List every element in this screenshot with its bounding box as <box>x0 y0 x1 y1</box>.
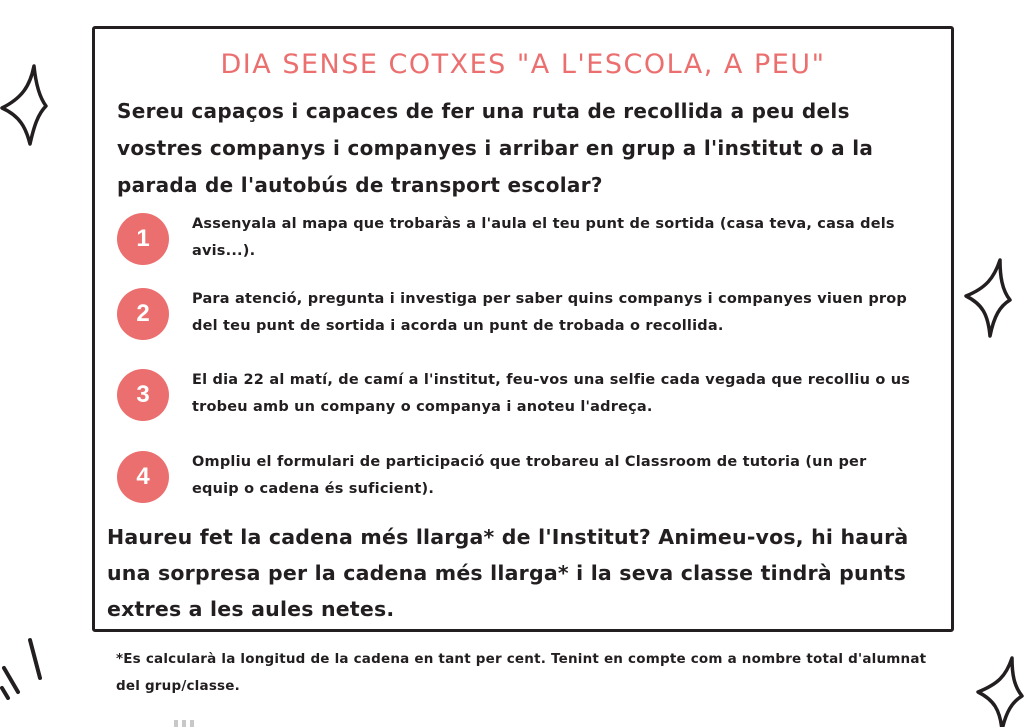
step-number-badge: 3 <box>117 369 169 421</box>
step-item <box>117 449 927 505</box>
sparkle-icon <box>0 62 48 146</box>
sparkle-icon <box>960 256 1012 340</box>
burst-lines-icon <box>0 630 48 700</box>
step-number-badge: 1 <box>117 213 169 265</box>
step-text: Assenyala al mapa que trobaràs a l'aula el teu punt de sortida (casa teva, casa dels avis...). <box>192 216 895 259</box>
content-card <box>92 26 954 632</box>
closing-text: Haureu fet la cadena més llarga* de l'Institut? Animeu-vos, hi haurà una sorpresa per la cadena més llarga* i la seva classe tindrà punts extres a les aules netes. <box>107 525 909 621</box>
step-text: El dia 22 al matí, de camí a l'institut, feu-vos una selfie cada vegada que recolliu o us trobeu amb un company o companya i anoteu l'adreça. <box>192 372 911 415</box>
footnote: *Es calcularà la longitud de la cadena en tant per cent. Tenint en compte com a nombre total d'alumnat del grup/classe. <box>116 651 927 694</box>
intro-text: Sereu capaços i capaces de fer una ruta de recollida a peu dels vostres companys i companyes i arribar en grup a l'institut o a la parada de l'autobús de transport escolar? <box>117 99 874 197</box>
step-number-badge: 4 <box>117 451 169 503</box>
sparkle-icon <box>972 654 1024 727</box>
step-text: Para atenció, pregunta i investiga per saber quins companys i companyes viuen prop del teu punt de sortida i acorda un punt de trobada o recollida. <box>192 291 908 334</box>
step-item <box>117 367 927 423</box>
partial-logo-icon <box>172 718 202 727</box>
step-item <box>117 286 927 342</box>
step-text: Ompliu el formulari de participació que trobareu al Classroom de tutoria (un per equip o cadena és suficient). <box>192 454 867 497</box>
step-item <box>117 211 927 267</box>
step-number-badge: 2 <box>117 288 169 340</box>
page-title: DIA SENSE COTXES "A L'ESCOLA, A PEU" <box>220 49 826 80</box>
